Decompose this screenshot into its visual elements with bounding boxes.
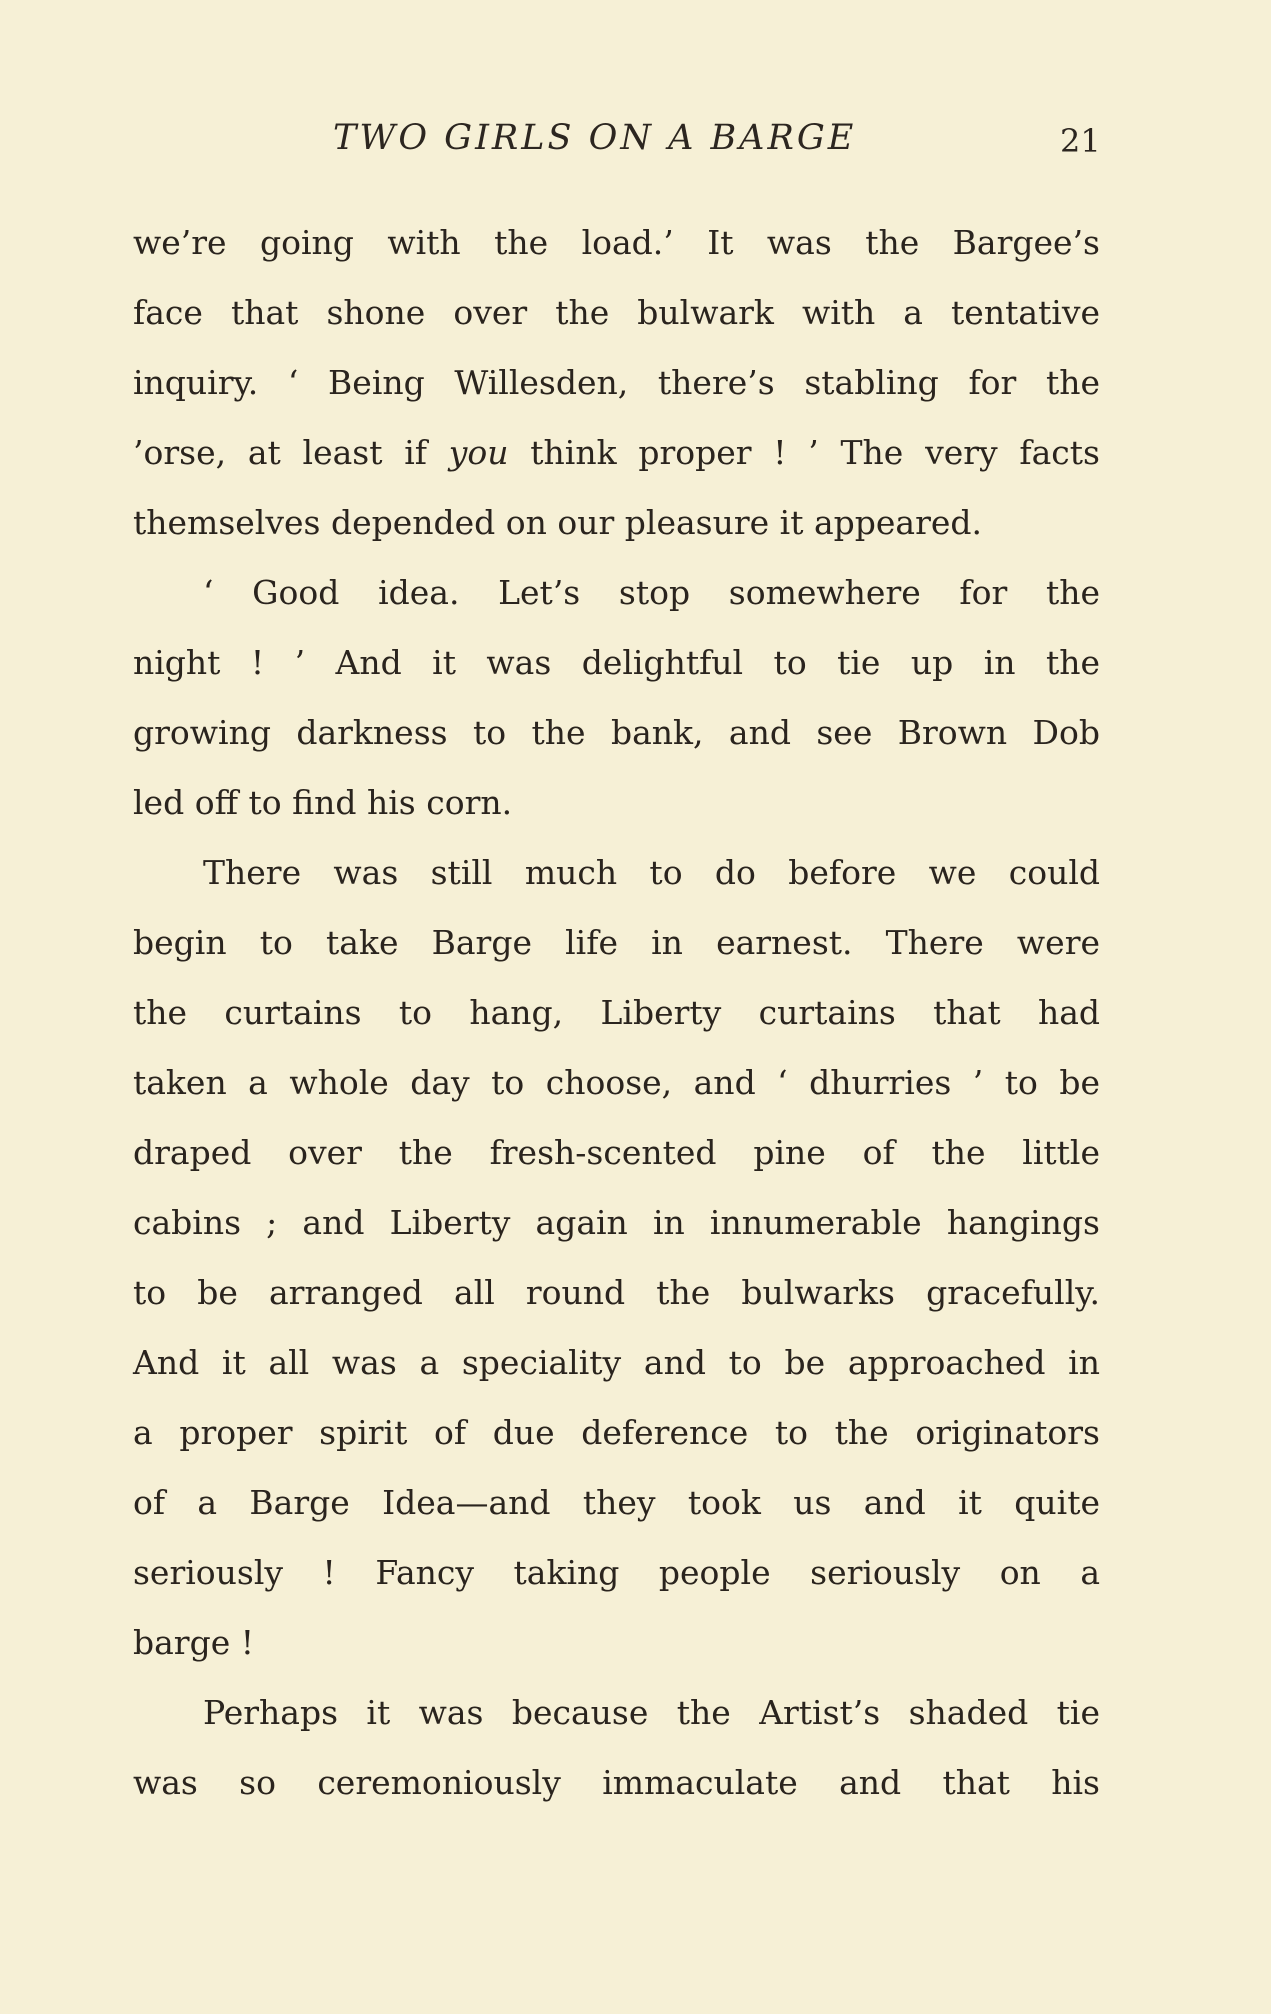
body-text <box>133 208 1100 1818</box>
running-title: TWO GIRLS ON A BARGE <box>333 118 857 158</box>
text-line: draped over the fresh-scented pine of the little <box>133 1133 1100 1172</box>
text-line: cabins ; and Liberty again in innumerable hangings <box>133 1203 1100 1242</box>
text-line: seriously ! Fancy taking people seriously on a <box>133 1553 1100 1592</box>
text-line: barge ! <box>133 1623 254 1662</box>
text-line: we’re going with the load.’ It was the Bargee’s <box>133 223 1100 262</box>
text-line: Perhaps it was because the Artist’s shaded tie <box>203 1693 1100 1732</box>
text-line: themselves depended on our pleasure it appeared. <box>133 503 982 542</box>
text-line: to be arranged all round the bulwarks gracefully. <box>133 1273 1100 1312</box>
page-number: 21 <box>1060 122 1101 160</box>
text-line: the curtains to hang, Liberty curtains that had <box>133 993 1100 1032</box>
text-line: growing darkness to the bank, and see Brown Dob <box>133 713 1100 752</box>
text-line: begin to take Barge life in earnest. There were <box>133 923 1100 962</box>
text-line: a proper spirit of due deference to the originators <box>133 1413 1100 1452</box>
text-line: led off to find his corn. <box>133 783 513 822</box>
text-line: was so ceremoniously immaculate and that his <box>133 1763 1100 1802</box>
text-line: And it all was a speciality and to be approached in <box>133 1343 1100 1382</box>
text-line: ‘ Good idea. Let’s stop somewhere for the <box>203 573 1100 612</box>
text-line: night ! ’ And it was delightful to tie up in the <box>133 643 1100 682</box>
text-line <box>133 418 1100 488</box>
text-line: There was still much to do before we could <box>203 853 1100 892</box>
text-line: taken a whole day to choose, and ‘ dhurries ’ to be <box>133 1063 1100 1102</box>
text-line: of a Barge Idea—and they took us and it quite <box>133 1483 1100 1522</box>
emphasized-word: you <box>448 433 509 472</box>
page-header <box>0 118 1271 178</box>
text-segment: think proper ! ’ The very facts <box>508 433 1100 472</box>
text-line: inquiry. ‘ Being Willesden, there’s stabling for the <box>133 363 1100 402</box>
text-segment: ’orse, at least if <box>133 433 449 472</box>
text-line: face that shone over the bulwark with a tentative <box>133 293 1100 332</box>
